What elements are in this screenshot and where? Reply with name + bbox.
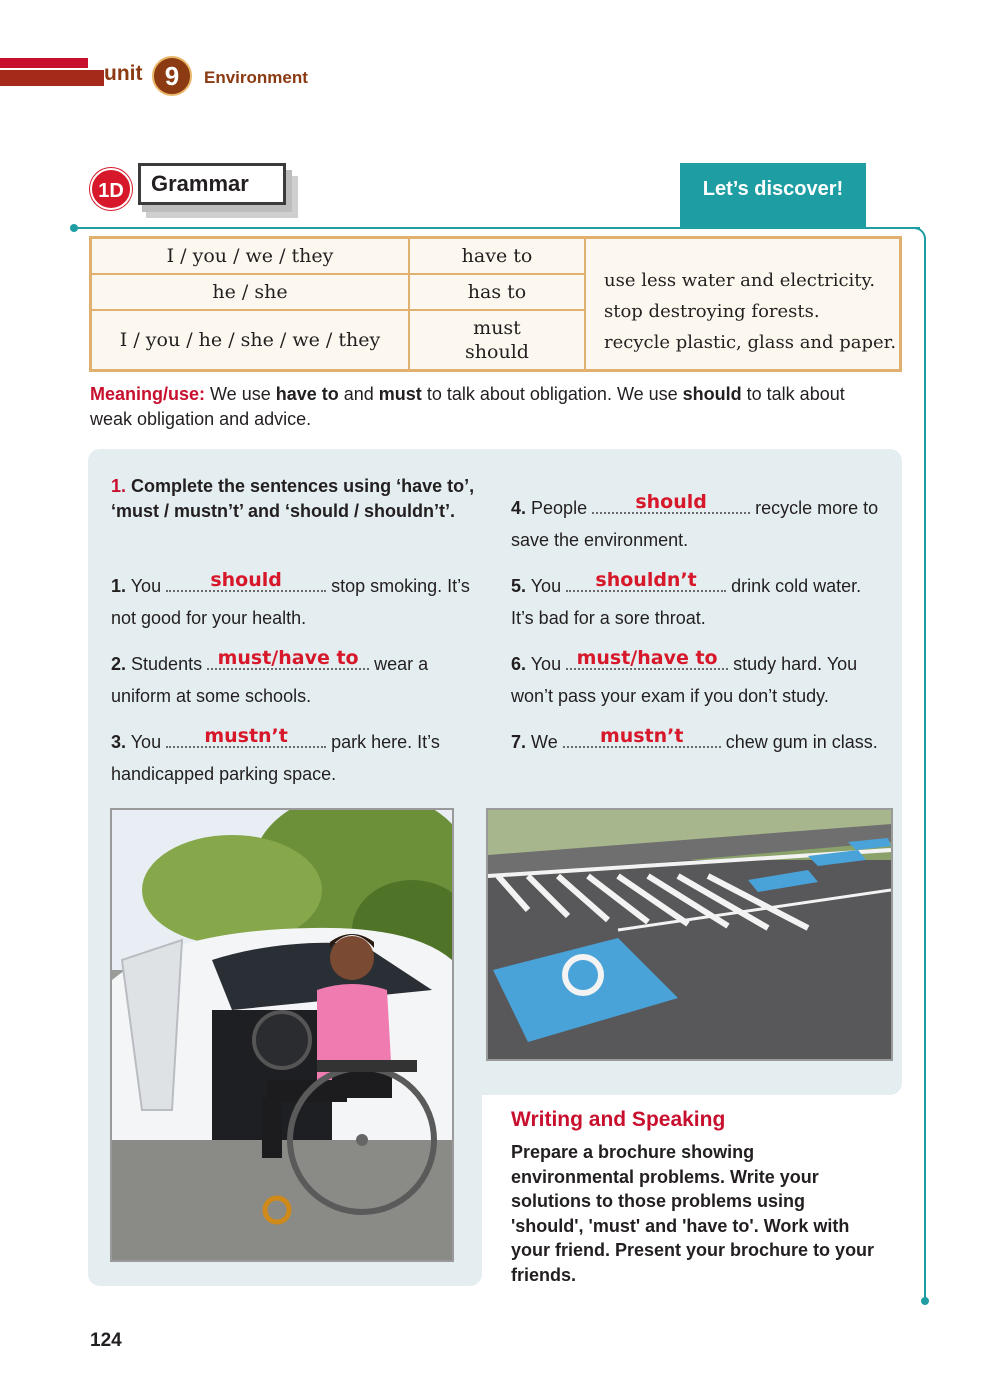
answer-blank[interactable] [566, 647, 728, 670]
table-examples [586, 239, 902, 369]
wheelchair-car-illustration [112, 810, 452, 1260]
lets-discover-banner: Let’s discover! [680, 163, 866, 227]
exercise-item-6: 6. You must/have to study hard. You won’t pass your exam if you don’t study. [511, 647, 858, 706]
page-number: 124 [90, 1330, 122, 1351]
meaning-label: Meaning/use: [90, 384, 206, 404]
table-cell-subject: he / she [92, 275, 410, 311]
exercise-item-1: 1. You should stop smoking. It’s not good for your health. [111, 569, 470, 628]
unit-number-badge: 9 [152, 56, 192, 96]
table-cell-verb: has to [410, 275, 586, 311]
parking-illustration [488, 810, 891, 1059]
answer-text: shouldn’t [595, 569, 697, 591]
example-line: stop destroying forests. [604, 301, 820, 322]
teal-vertical-line [924, 238, 926, 1302]
verb-must: must [473, 317, 521, 339]
teal-divider-line [74, 227, 920, 229]
meaning-use-paragraph: Meaning/use: We use have to and must to talk about obligation. We use should to talk about weak obligation and advice. [90, 384, 845, 429]
example-line: use less water and electricity. [604, 270, 876, 291]
answer-text: mustn’t [599, 725, 684, 747]
exercise-number: 1. [111, 476, 127, 496]
header-brown-bar [0, 70, 104, 86]
writing-speaking-title: Writing and Speaking [511, 1108, 726, 1131]
example-line: recycle plastic, glass and paper. [604, 332, 897, 353]
table-cell-verb: have to [410, 239, 586, 275]
section-code-badge: 1D [90, 168, 132, 210]
header-red-bar [0, 58, 88, 68]
answer-text: must/have to [217, 647, 359, 669]
answer-blank[interactable] [207, 647, 369, 670]
answer-text: should [635, 491, 707, 513]
answer-text: should [210, 569, 282, 591]
wheelchair-car-photo [110, 808, 454, 1262]
unit-label: unit [104, 62, 143, 85]
parking-space-photo [486, 808, 893, 1061]
exercise-item-4: 4. People should recycle more to save the environment. [511, 491, 879, 550]
exercise-item-2: 2. Students must/have to wear a uniform at some schools. [111, 647, 429, 706]
exercise-item-7: 7. We mustn’t chew gum in class. [511, 725, 878, 752]
section-title: Grammar [138, 163, 286, 205]
table-cell-subject: I / you / he / she / we / they [92, 311, 410, 369]
table-cell-subject: I / you / we / they [92, 239, 410, 275]
exercise-item-3: 3. You mustn’t park here. It’s handicapped parking space. [111, 725, 440, 784]
answer-text: mustn’t [204, 725, 288, 747]
teal-line-end-dot [921, 1297, 929, 1305]
grammar-table [89, 236, 902, 372]
answer-blank[interactable] [166, 725, 326, 748]
answer-blank[interactable] [592, 491, 750, 514]
exercise-item-5: 5. You shouldn’t drink cold water. It’s bad for a sore throat. [511, 569, 862, 628]
table-cell-verb [410, 311, 586, 369]
answer-blank[interactable] [566, 569, 726, 592]
answer-blank[interactable] [166, 569, 326, 592]
writing-speaking-text: Prepare a brochure showing environmental problems. Write your solutions to those problems using 'should', 'must' and 'have to'. Work with your friend. Present your brochure to your friends. [511, 1142, 875, 1285]
unit-title: Environment [204, 68, 308, 87]
answer-blank[interactable] [563, 725, 721, 748]
answer-text: must/have to [576, 647, 718, 669]
verb-should: should [465, 341, 529, 363]
exercise-instruction: 1. Complete the sentences using ‘have to’, ‘must / mustn’t’ and ‘should / shouldn’t’. [111, 476, 475, 521]
